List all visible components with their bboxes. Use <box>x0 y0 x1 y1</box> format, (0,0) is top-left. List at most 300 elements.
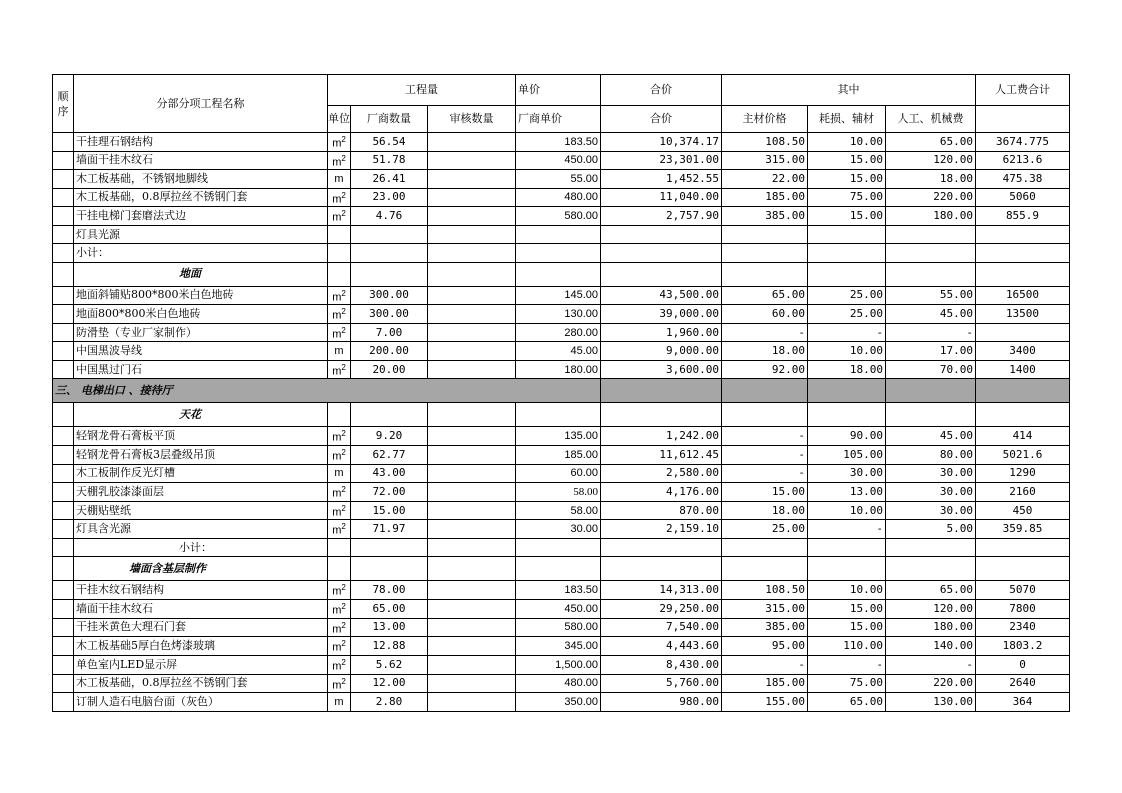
loss-aux-cell: 13.00 <box>808 483 886 502</box>
audit-qty-cell <box>428 501 516 520</box>
unit-squared-mark: 2 <box>341 620 346 630</box>
vendor-qty-cell: 12.00 <box>351 674 428 693</box>
unit-squared-mark: 2 <box>341 485 346 495</box>
material-price-cell: 18.00 <box>722 342 808 360</box>
section-labor-cell <box>886 379 976 403</box>
empty-cell <box>351 557 428 581</box>
seq-cell <box>53 446 74 465</box>
audit-qty-cell <box>428 225 516 243</box>
unit-cell <box>328 360 351 379</box>
item-name-cell: 木工板基础，不锈钢地脚线 <box>74 170 328 188</box>
loss-aux-cell: 90.00 <box>808 427 886 446</box>
seq-cell <box>53 360 74 379</box>
vendor-qty-cell: 15.00 <box>351 501 428 520</box>
item-row <box>53 323 1070 342</box>
total-header: 合价 <box>601 75 722 106</box>
subsection-title: 天花 <box>74 403 328 427</box>
section-loss-cell <box>808 379 886 403</box>
empty-cell <box>976 262 1070 286</box>
material-price-header: 主材价格 <box>722 106 808 133</box>
audit-qty-cell <box>428 305 516 324</box>
empty-cell <box>428 539 516 557</box>
vendor-price-cell: 580.00 <box>516 207 601 226</box>
item-name-cell: 灯具含光源 <box>74 520 328 539</box>
total-cell: 9,000.00 <box>601 342 722 360</box>
item-row <box>53 637 1070 656</box>
material-price-cell: 108.50 <box>722 581 808 600</box>
seq-cell <box>53 225 74 243</box>
total-cell: 4,176.00 <box>601 483 722 502</box>
seq-cell <box>53 618 74 637</box>
labor-total-cell: 3400 <box>976 342 1070 360</box>
unit-cell <box>328 133 351 152</box>
seq-cell <box>53 483 74 502</box>
item-name-cell: 灯具光源 <box>74 225 328 243</box>
labor-total-cell: 1290 <box>976 464 1070 482</box>
quantity-header: 工程量 <box>328 75 516 106</box>
seq-cell <box>53 403 74 427</box>
labor-machine-cell: 220.00 <box>886 188 976 207</box>
vendor-price-cell: 345.00 <box>516 637 601 656</box>
labor-machine-cell: 130.00 <box>886 693 976 711</box>
audit-qty-cell <box>428 655 516 674</box>
seq-cell <box>53 637 74 656</box>
labor-total-cell: 2160 <box>976 483 1070 502</box>
item-row <box>53 360 1070 379</box>
audit-qty-cell <box>428 342 516 360</box>
audit-qty-cell <box>428 323 516 342</box>
subtotal-label: 小计： <box>74 244 328 262</box>
item-name-cell: 木工板基础5厚白色烤漆玻璃 <box>74 637 328 656</box>
vendor-price-cell: 450.00 <box>516 151 601 170</box>
labor-machine-cell: 70.00 <box>886 360 976 379</box>
subsection-title: 地面 <box>74 262 328 286</box>
item-row <box>53 674 1070 693</box>
labor-total-cell: 1803.2 <box>976 637 1070 656</box>
total-cell: 3,600.00 <box>601 360 722 379</box>
loss-aux-cell <box>808 225 886 243</box>
labor-total-header: 人工费合计 <box>976 75 1070 106</box>
unit-text: m <box>332 660 342 673</box>
unit-cell <box>328 464 351 482</box>
loss-aux-cell: - <box>808 323 886 342</box>
section-material-cell <box>722 379 808 403</box>
audit-qty-cell <box>428 599 516 618</box>
empty-cell <box>808 244 886 262</box>
empty-cell <box>328 539 351 557</box>
loss-aux-cell: 65.00 <box>808 693 886 711</box>
labor-machine-cell: 5.00 <box>886 520 976 539</box>
empty-cell <box>976 244 1070 262</box>
labor-machine-cell: 30.00 <box>886 483 976 502</box>
material-price-cell: - <box>722 464 808 482</box>
subtitle-row <box>53 557 1070 581</box>
material-price-cell: - <box>722 427 808 446</box>
item-row <box>53 286 1070 305</box>
vendor-price-header: 厂商单价 <box>516 106 601 133</box>
unit-cell <box>328 637 351 656</box>
material-price-cell: 385.00 <box>722 207 808 226</box>
seq-cell <box>53 501 74 520</box>
labor-total-cell: 2640 <box>976 674 1070 693</box>
loss-aux-cell: - <box>808 520 886 539</box>
item-name-cell: 干挂木纹石钢结构 <box>74 581 328 600</box>
loss-aux-cell: 30.00 <box>808 464 886 482</box>
labor-total-cell: 6213.6 <box>976 151 1070 170</box>
item-row <box>53 655 1070 674</box>
item-row <box>53 207 1070 226</box>
total-cell: 1,242.00 <box>601 427 722 446</box>
loss-aux-cell: 10.00 <box>808 133 886 152</box>
seq-cell <box>53 305 74 324</box>
unit-squared-mark: 2 <box>341 135 346 144</box>
vendor-price-cell: 58.00 <box>516 483 601 502</box>
empty-cell <box>351 539 428 557</box>
vendor-qty-cell: 78.00 <box>351 581 428 600</box>
item-name-cell: 中国黑过门石 <box>74 360 328 379</box>
unit-squared-mark: 2 <box>341 448 346 458</box>
vendor-qty-cell: 26.41 <box>351 170 428 188</box>
labor-machine-cell: 120.00 <box>886 151 976 170</box>
unit-cell <box>328 618 351 637</box>
unit-text: m <box>334 172 344 185</box>
empty-cell <box>976 539 1070 557</box>
unit-text: m <box>332 291 342 304</box>
labor-total-cell: 2340 <box>976 618 1070 637</box>
loss-aux-cell: 75.00 <box>808 674 886 693</box>
labor-total-cell: 1400 <box>976 360 1070 379</box>
labor-machine-cell: 18.00 <box>886 170 976 188</box>
labor-machine-cell: 45.00 <box>886 305 976 324</box>
empty-cell <box>601 262 722 286</box>
vendor-qty-cell: 62.77 <box>351 446 428 465</box>
total-cell <box>601 225 722 243</box>
unit-squared-mark: 2 <box>341 288 346 298</box>
item-name-cell: 地面斜铺贴800*800米白色地砖 <box>74 286 328 305</box>
vendor-price-cell: 580.00 <box>516 618 601 637</box>
seq-cell <box>53 693 74 711</box>
empty-cell <box>601 403 722 427</box>
unit-text: m <box>332 679 342 692</box>
item-row <box>53 693 1070 711</box>
item-name-cell: 木工板基础，0.8厚拉丝不锈钢门套 <box>74 674 328 693</box>
subsection-title: 墙面含基层制作 <box>74 557 328 581</box>
unit-price-header: 单价 <box>516 75 601 106</box>
seq-cell <box>53 520 74 539</box>
audit-qty-cell <box>428 170 516 188</box>
total-cell: 870.00 <box>601 501 722 520</box>
unit-text: m <box>332 604 342 617</box>
audit-qty-cell <box>428 483 516 502</box>
unit-cell <box>328 207 351 226</box>
vendor-price-cell <box>516 225 601 243</box>
labor-machine-cell: - <box>886 323 976 342</box>
unit-cell <box>328 599 351 618</box>
section-row <box>53 379 1070 403</box>
empty-cell <box>516 403 601 427</box>
unit-text: m <box>332 585 342 598</box>
item-name-cell: 地面800*800米白色地砖 <box>74 305 328 324</box>
labor-total-cell: 7800 <box>976 599 1070 618</box>
cost-estimate-sheet <box>52 74 1070 712</box>
unit-squared-mark: 2 <box>341 657 346 667</box>
unit-text: m <box>332 193 342 206</box>
material-price-cell: 25.00 <box>722 520 808 539</box>
unit-squared-mark: 2 <box>341 209 346 219</box>
seq-cell <box>53 207 74 226</box>
unit-text: m <box>334 467 344 480</box>
seq-cell <box>53 427 74 446</box>
labor-machine-cell: 120.00 <box>886 599 976 618</box>
empty-cell <box>601 539 722 557</box>
loss-aux-cell: - <box>808 655 886 674</box>
vendor-qty-cell: 23.00 <box>351 188 428 207</box>
vendor-qty-cell: 71.97 <box>351 520 428 539</box>
total-cell: 980.00 <box>601 693 722 711</box>
labor-machine-cell: - <box>886 655 976 674</box>
audit-qty-cell <box>428 674 516 693</box>
vendor-qty-header: 厂商数量 <box>351 106 428 133</box>
material-price-cell: 95.00 <box>722 637 808 656</box>
unit-cell <box>328 501 351 520</box>
vendor-qty-cell: 5.62 <box>351 655 428 674</box>
empty-cell <box>428 403 516 427</box>
unit-header: 单位 <box>328 106 351 133</box>
item-name-cell: 单色室内LED显示屏 <box>74 655 328 674</box>
vendor-price-cell: 135.00 <box>516 427 601 446</box>
material-price-cell: - <box>722 446 808 465</box>
empty-cell <box>722 262 808 286</box>
labor-machine-cell: 65.00 <box>886 581 976 600</box>
labor-total-cell: 13500 <box>976 305 1070 324</box>
material-price-cell: 60.00 <box>722 305 808 324</box>
item-name-cell: 干挂米黄色大理石门套 <box>74 618 328 637</box>
unit-cell <box>328 446 351 465</box>
unit-cell <box>328 188 351 207</box>
seq-cell <box>53 557 74 581</box>
labor-machine-cell: 220.00 <box>886 674 976 693</box>
vendor-qty-cell: 2.80 <box>351 693 428 711</box>
empty-cell <box>976 557 1070 581</box>
unit-text: m <box>332 623 342 636</box>
empty-cell <box>886 244 976 262</box>
unit-cell <box>328 151 351 170</box>
unit-text: m <box>332 365 342 378</box>
seq-cell <box>53 323 74 342</box>
vendor-qty-cell: 65.00 <box>351 599 428 618</box>
seq-cell <box>53 262 74 286</box>
subtitle-row <box>53 262 1070 286</box>
audit-qty-cell <box>428 520 516 539</box>
vendor-price-cell: 480.00 <box>516 188 601 207</box>
vendor-price-cell: 30.00 <box>516 520 601 539</box>
item-row <box>53 427 1070 446</box>
labor-machine-header: 人工、机械费 <box>886 106 976 133</box>
vendor-qty-cell: 43.00 <box>351 464 428 482</box>
labor-machine-cell <box>886 225 976 243</box>
unit-cell <box>328 305 351 324</box>
vendor-price-cell: 185.00 <box>516 446 601 465</box>
vendor-price-cell: 480.00 <box>516 674 601 693</box>
seq-cell <box>53 674 74 693</box>
total-cell: 2,159.10 <box>601 520 722 539</box>
unit-squared-mark: 2 <box>341 601 346 611</box>
unit-text: m <box>332 525 342 538</box>
total-cell: 4,443.60 <box>601 637 722 656</box>
labor-total-cell: 475.38 <box>976 170 1070 188</box>
labor-machine-cell: 140.00 <box>886 637 976 656</box>
empty-cell <box>351 403 428 427</box>
unit-squared-mark: 2 <box>341 325 346 335</box>
empty-cell <box>886 403 976 427</box>
labor-total-cell: 5070 <box>976 581 1070 600</box>
labor-machine-cell: 45.00 <box>886 427 976 446</box>
labor-total-cell: 414 <box>976 427 1070 446</box>
loss-aux-cell: 10.00 <box>808 581 886 600</box>
loss-aux-cell: 10.00 <box>808 501 886 520</box>
material-price-cell: 185.00 <box>722 674 808 693</box>
item-row <box>53 483 1070 502</box>
loss-aux-cell: 75.00 <box>808 188 886 207</box>
labor-machine-cell: 180.00 <box>886 618 976 637</box>
unit-text: m <box>334 695 344 708</box>
empty-cell <box>601 244 722 262</box>
loss-aux-cell: 25.00 <box>808 305 886 324</box>
empty-cell <box>351 262 428 286</box>
audit-qty-cell <box>428 360 516 379</box>
material-price-cell: - <box>722 655 808 674</box>
unit-squared-mark: 2 <box>341 190 346 200</box>
labor-total-cell <box>976 323 1070 342</box>
blank-header-cell <box>976 106 1070 133</box>
empty-cell <box>722 557 808 581</box>
item-row <box>53 342 1070 360</box>
empty-cell <box>808 539 886 557</box>
audit-qty-cell <box>428 151 516 170</box>
empty-cell <box>328 557 351 581</box>
material-price-cell: 155.00 <box>722 693 808 711</box>
item-row <box>53 170 1070 188</box>
material-price-cell <box>722 225 808 243</box>
item-row <box>53 520 1070 539</box>
item-name-cell: 墙面干挂木纹石 <box>74 151 328 170</box>
section-title: 三、 电梯出口 、接待厅 <box>53 379 601 403</box>
vendor-price-cell: 55.00 <box>516 170 601 188</box>
labor-machine-cell: 55.00 <box>886 286 976 305</box>
labor-total-cell: 364 <box>976 693 1070 711</box>
vendor-price-cell: 183.50 <box>516 133 601 152</box>
total-cell: 43,500.00 <box>601 286 722 305</box>
item-name-cell: 防滑垫（专业厂家制作） <box>74 323 328 342</box>
total-cell: 8,430.00 <box>601 655 722 674</box>
empty-cell <box>351 244 428 262</box>
empty-cell <box>601 557 722 581</box>
unit-squared-mark: 2 <box>341 583 346 593</box>
audit-qty-cell <box>428 286 516 305</box>
total-cell: 14,313.00 <box>601 581 722 600</box>
labor-total-cell: 16500 <box>976 286 1070 305</box>
total-cell: 1,960.00 <box>601 323 722 342</box>
unit-cell <box>328 520 351 539</box>
seq-cell <box>53 244 74 262</box>
unit-cell <box>328 693 351 711</box>
loss-aux-cell: 10.00 <box>808 342 886 360</box>
empty-cell <box>722 403 808 427</box>
unit-text: m <box>332 641 342 654</box>
item-name-cell: 木工板基础，0.8厚拉丝不锈钢门套 <box>74 188 328 207</box>
labor-total-cell <box>976 225 1070 243</box>
unit-cell <box>328 655 351 674</box>
seq-cell <box>53 464 74 482</box>
item-row <box>53 464 1070 482</box>
empty-cell <box>328 262 351 286</box>
subtitle-row <box>53 403 1070 427</box>
loss-aux-header: 耗损、辅材 <box>808 106 886 133</box>
audit-qty-cell <box>428 427 516 446</box>
vendor-price-cell: 45.00 <box>516 342 601 360</box>
total-cell: 39,000.00 <box>601 305 722 324</box>
material-price-cell: 315.00 <box>722 599 808 618</box>
material-price-cell: 15.00 <box>722 483 808 502</box>
item-name-cell: 干挂理石钢结构 <box>74 133 328 152</box>
empty-cell <box>516 557 601 581</box>
total-cell: 11,040.00 <box>601 188 722 207</box>
unit-cell <box>328 286 351 305</box>
loss-aux-cell: 15.00 <box>808 207 886 226</box>
vendor-qty-cell: 4.76 <box>351 207 428 226</box>
item-name-cell: 天棚乳胶漆漆面层 <box>74 483 328 502</box>
audit-qty-header: 审核数量 <box>428 106 516 133</box>
unit-cell <box>328 483 351 502</box>
empty-cell <box>516 539 601 557</box>
labor-total-cell: 5021.6 <box>976 446 1070 465</box>
material-price-cell: 108.50 <box>722 133 808 152</box>
item-name-cell: 木工板制作反光灯槽 <box>74 464 328 482</box>
unit-squared-mark: 2 <box>341 676 346 686</box>
unit-text: m <box>332 450 342 463</box>
total-cell: 5,760.00 <box>601 674 722 693</box>
total-cell: 29,250.00 <box>601 599 722 618</box>
total-cell: 23,301.00 <box>601 151 722 170</box>
unit-text: m <box>332 432 342 445</box>
seq-header: 顺序 <box>53 75 74 133</box>
vendor-price-cell: 1,500.00 <box>516 655 601 674</box>
seq-cell <box>53 539 74 557</box>
vendor-price-cell: 60.00 <box>516 464 601 482</box>
audit-qty-cell <box>428 693 516 711</box>
empty-cell <box>516 262 601 286</box>
seq-cell <box>53 286 74 305</box>
labor-total-cell: 0 <box>976 655 1070 674</box>
loss-aux-cell: 18.00 <box>808 360 886 379</box>
vendor-qty-cell: 300.00 <box>351 305 428 324</box>
vendor-price-cell: 130.00 <box>516 305 601 324</box>
unit-squared-mark: 2 <box>341 522 346 532</box>
unit-squared-mark: 2 <box>341 429 346 439</box>
labor-machine-cell: 80.00 <box>886 446 976 465</box>
seq-cell <box>53 133 74 152</box>
item-name-cell: 轻钢龙骨石膏板3层叠级吊顶 <box>74 446 328 465</box>
labor-total-cell: 359.85 <box>976 520 1070 539</box>
material-price-cell: 185.00 <box>722 188 808 207</box>
audit-qty-cell <box>428 618 516 637</box>
unit-cell <box>328 225 351 243</box>
total-cell: 7,540.00 <box>601 618 722 637</box>
unit-cell <box>328 170 351 188</box>
seq-cell <box>53 188 74 207</box>
vendor-price-cell: 145.00 <box>516 286 601 305</box>
vendor-price-cell: 58.00 <box>516 501 601 520</box>
